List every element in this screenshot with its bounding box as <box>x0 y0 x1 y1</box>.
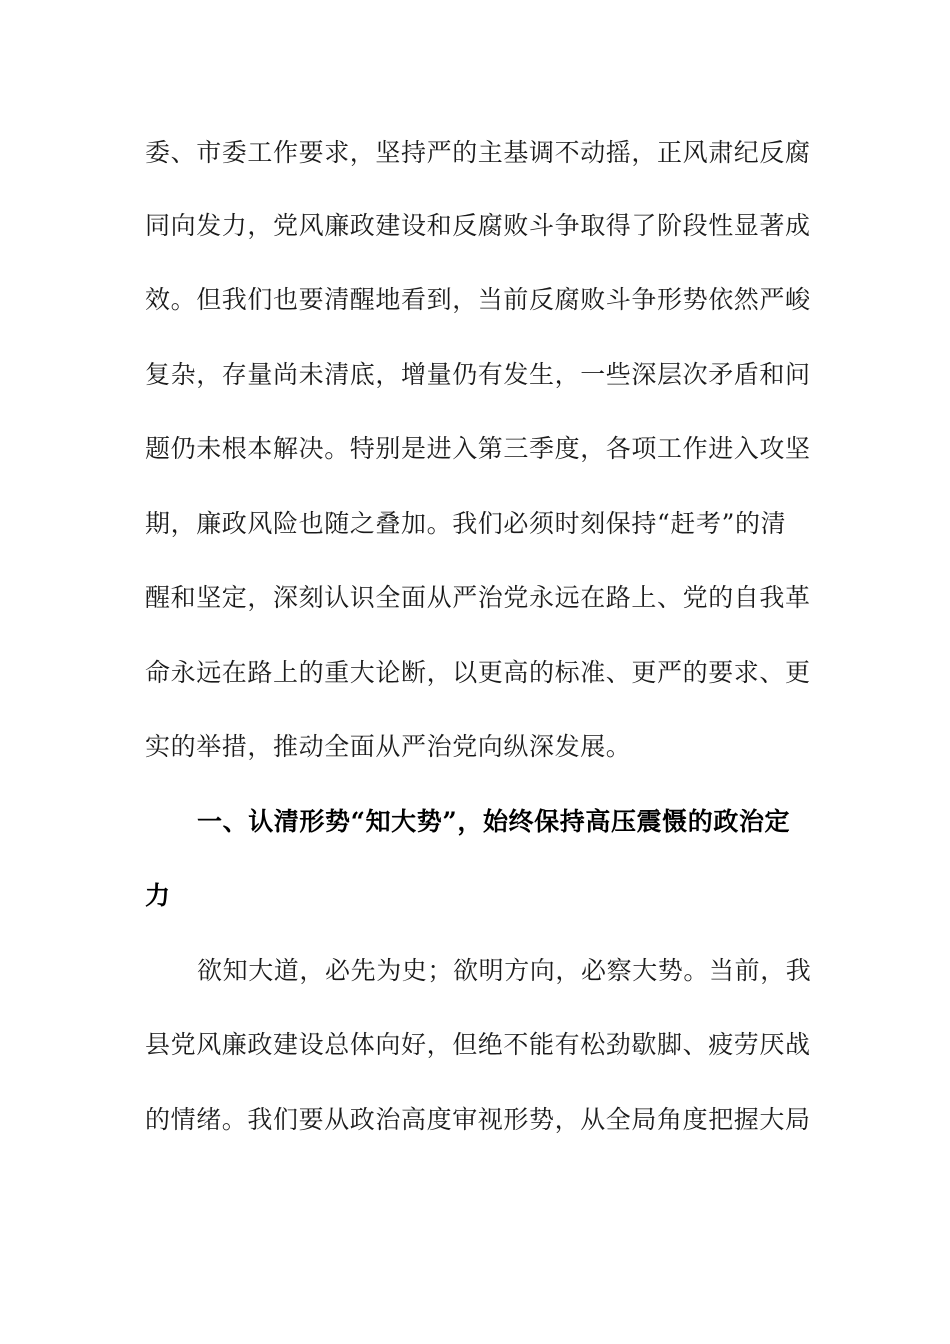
paragraph-line: 命永远在路上的重大论断，以更高的标准、更严的要求、更 <box>145 658 811 687</box>
paragraph-line: 题仍未根本解决。特别是进入第三季度，各项工作进入攻坚 <box>145 434 811 463</box>
heading-line: 一、认清形势“知大势”，始终保持高压震慑的政治定 <box>197 807 791 836</box>
paragraph-line: 的情绪。我们要从政治高度审视形势，从全局角度把握大局 <box>145 1105 811 1134</box>
paragraph-line: 复杂，存量尚未清底，增量仍有发生，一些深层次矛盾和问 <box>145 360 811 389</box>
paragraph-line: 醒和坚定，深刻认识全面从严治党永远在路上、党的自我革 <box>145 583 811 612</box>
paragraph-line: 县党风廉政建设总体向好，但绝不能有松劲歇脚、疲劳厌战 <box>145 1030 811 1059</box>
paragraph-line: 同向发力，党风廉政建设和反腐败斗争取得了阶段性显著成 <box>145 211 811 240</box>
paragraph-line: 实的举措，推动全面从严治党向纵深发展。 <box>145 732 632 761</box>
paragraph-line: 效。但我们也要清醒地看到，当前反腐败斗争形势依然严峻 <box>145 285 811 314</box>
paragraph-line: 委、市委工作要求，坚持严的主基调不动摇，正风肃纪反腐 <box>145 138 811 167</box>
paragraph-line: 欲知大道，必先为史；欲明方向，必察大势。当前，我 <box>197 956 812 985</box>
heading-line: 力 <box>145 881 171 910</box>
paragraph-line: 期，廉政风险也随之叠加。我们必须时刻保持“赶考”的清 <box>145 509 787 538</box>
